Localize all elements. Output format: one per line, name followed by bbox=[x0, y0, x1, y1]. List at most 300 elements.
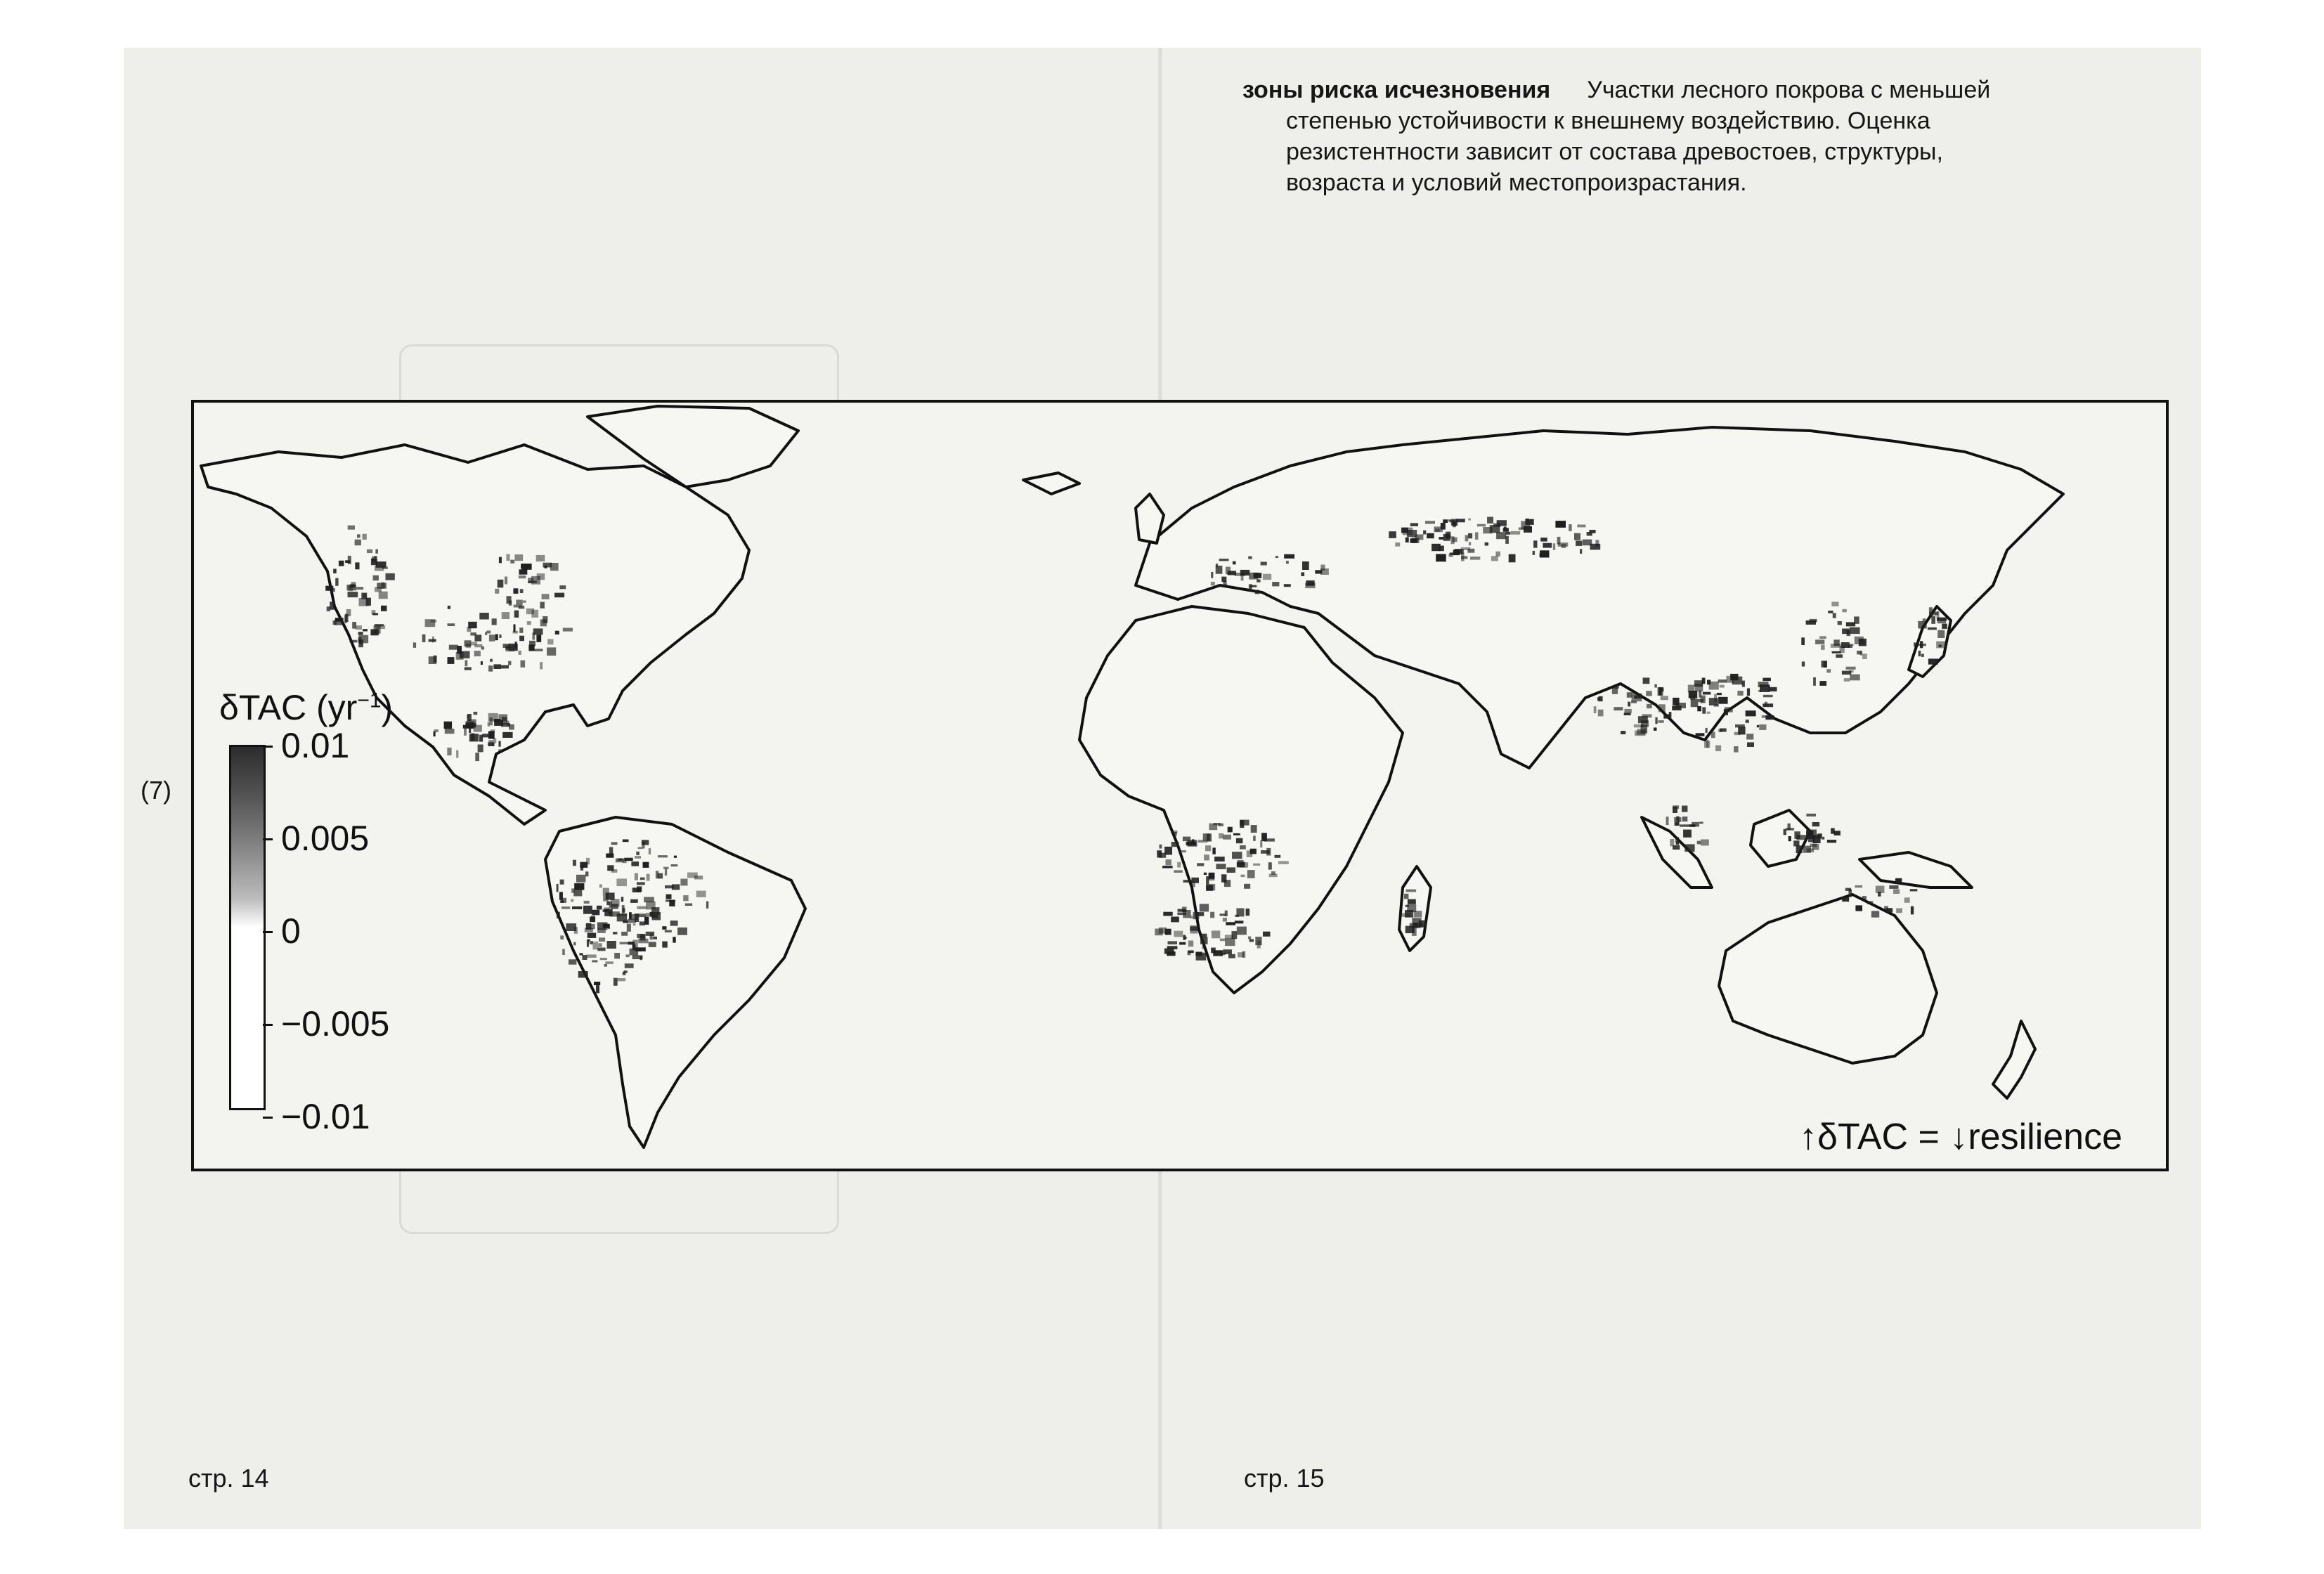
hotspot-mark bbox=[1496, 532, 1506, 539]
hotspot-mark bbox=[1848, 890, 1852, 897]
hotspot-mark bbox=[637, 949, 642, 951]
hotspot-mark bbox=[1504, 527, 1507, 530]
hotspot-mark bbox=[1621, 731, 1625, 734]
hotspot-mark bbox=[1228, 954, 1235, 958]
hotspot-mark bbox=[1846, 667, 1856, 670]
hotspot-mark bbox=[1475, 532, 1479, 540]
hotspot-mark bbox=[623, 921, 628, 923]
hotspot-mark bbox=[1732, 677, 1743, 685]
hotspot-mark bbox=[1598, 710, 1604, 717]
hotspot-mark bbox=[550, 563, 559, 571]
hotspot-mark bbox=[1202, 946, 1206, 949]
hotspot-mark bbox=[1828, 611, 1833, 613]
hotspot-mark bbox=[1216, 864, 1226, 869]
hotspot-mark bbox=[606, 902, 610, 906]
hotspot-mark bbox=[1720, 685, 1725, 688]
hotspot-mark bbox=[576, 875, 585, 883]
hotspot-mark bbox=[348, 556, 351, 564]
hotspot-mark bbox=[583, 906, 592, 914]
hotspot-mark bbox=[523, 601, 526, 603]
hotspot-mark bbox=[1216, 564, 1218, 567]
hotspot-mark bbox=[1261, 562, 1267, 566]
hotspot-mark bbox=[622, 905, 625, 913]
hotspot-mark bbox=[1220, 913, 1226, 916]
hotspot-mark bbox=[1223, 835, 1231, 840]
hotspot-mark bbox=[1183, 880, 1193, 883]
hotspot-mark bbox=[594, 982, 600, 985]
hotspot-mark bbox=[1197, 863, 1204, 866]
hotspot-mark bbox=[528, 578, 533, 583]
hotspot-mark bbox=[1443, 519, 1448, 523]
hotspot-mark bbox=[1284, 584, 1291, 587]
hotspot-mark bbox=[540, 602, 545, 609]
hotspot-mark bbox=[474, 635, 481, 641]
hotspot-mark bbox=[1410, 523, 1418, 526]
hotspot-mark bbox=[1505, 536, 1509, 544]
hotspot-mark bbox=[1423, 531, 1426, 535]
hotspot-mark bbox=[540, 619, 547, 626]
hotspot-mark bbox=[1237, 927, 1247, 935]
hotspot-mark bbox=[587, 939, 589, 947]
hotspot-mark bbox=[448, 606, 450, 609]
hotspot-mark bbox=[339, 561, 344, 566]
hotspot-mark bbox=[1286, 561, 1289, 564]
hotspot-mark bbox=[447, 748, 451, 755]
hotspot-mark bbox=[1675, 822, 1680, 826]
hotspot-mark bbox=[573, 860, 576, 866]
hotspot-mark bbox=[456, 750, 458, 758]
hotspot-mark bbox=[1812, 835, 1817, 838]
definition-term: зоны риска исчезновения bbox=[1242, 77, 1551, 103]
hotspot-mark bbox=[1190, 916, 1193, 918]
hotspot-mark bbox=[348, 526, 355, 530]
hotspot-mark bbox=[1746, 720, 1749, 723]
africa-outline bbox=[1079, 606, 1403, 993]
hotspot-mark bbox=[618, 913, 628, 916]
hotspot-mark bbox=[649, 942, 656, 947]
hotspot-mark bbox=[1654, 727, 1657, 731]
hotspot-mark bbox=[1836, 654, 1843, 658]
hotspot-mark bbox=[471, 733, 474, 741]
hotspot-mark bbox=[1223, 918, 1227, 922]
hotspot-mark bbox=[1236, 838, 1243, 844]
hotspot-mark bbox=[1240, 845, 1246, 850]
hotspot-mark bbox=[1911, 906, 1914, 915]
hotspot-mark bbox=[1261, 833, 1267, 841]
hotspot-mark bbox=[580, 866, 583, 871]
hotspot-mark bbox=[1225, 935, 1233, 938]
hotspot-mark bbox=[1155, 929, 1162, 936]
hotspot-mark bbox=[1519, 528, 1526, 531]
hotspot-mark bbox=[1275, 556, 1278, 558]
hotspot-mark bbox=[1612, 687, 1618, 694]
hotspot-mark bbox=[1246, 909, 1250, 916]
hotspot-mark bbox=[1769, 687, 1777, 691]
hotspot-mark bbox=[1228, 827, 1233, 833]
hotspot-mark bbox=[1253, 864, 1260, 866]
hotspot-mark bbox=[1842, 897, 1849, 902]
hotspot-mark bbox=[1759, 724, 1766, 730]
hotspot-mark bbox=[1306, 580, 1314, 586]
hotspot-mark bbox=[625, 963, 634, 968]
hotspot-mark bbox=[1533, 551, 1536, 555]
hotspot-mark bbox=[1174, 931, 1183, 937]
hotspot-mark bbox=[1628, 702, 1630, 707]
hotspot-mark bbox=[563, 628, 573, 632]
definition-line-2: степенью устойчивости к внешнему воздействию. Оценка bbox=[1286, 108, 1930, 134]
hotspot-mark bbox=[611, 904, 618, 909]
hotspot-mark bbox=[1734, 732, 1741, 736]
hotspot-mark bbox=[1469, 542, 1471, 545]
hotspot-mark bbox=[1682, 817, 1688, 821]
page-number-left: стр. 14 bbox=[188, 1464, 269, 1492]
hotspot-mark bbox=[514, 554, 523, 561]
hotspot-mark bbox=[1163, 912, 1172, 916]
hotspot-mark bbox=[1240, 820, 1249, 826]
hotspot-mark bbox=[644, 917, 649, 925]
hotspot-mark bbox=[1826, 669, 1831, 672]
hotspot-mark bbox=[636, 852, 640, 855]
hotspot-mark bbox=[1253, 835, 1256, 841]
hotspot-mark bbox=[1233, 833, 1240, 835]
iceland-outline bbox=[1023, 473, 1079, 494]
hotspot-mark bbox=[578, 971, 588, 978]
hotspot-mark bbox=[375, 566, 384, 571]
hotspot-mark bbox=[501, 665, 509, 669]
hotspot-mark bbox=[596, 985, 599, 994]
hotspot-mark bbox=[434, 731, 436, 736]
hotspot-mark bbox=[665, 869, 667, 876]
hotspot-mark bbox=[1691, 699, 1699, 708]
hotspot-mark bbox=[671, 864, 678, 866]
hotspot-mark bbox=[1654, 684, 1656, 688]
hotspot-mark bbox=[372, 610, 376, 615]
hotspot-mark bbox=[363, 534, 367, 540]
hotspot-mark bbox=[561, 906, 570, 909]
hotspot-mark bbox=[1255, 590, 1259, 594]
hotspot-mark bbox=[1250, 849, 1257, 854]
hotspot-mark bbox=[499, 557, 502, 564]
hotspot-mark bbox=[1487, 517, 1493, 524]
hotspot-mark bbox=[1209, 873, 1215, 879]
hotspot-mark bbox=[1762, 715, 1771, 718]
resilience-annotation: ↑δTAC = ↓resilience bbox=[1799, 1117, 2123, 1157]
hotspot-mark bbox=[624, 858, 632, 861]
hotspot-mark bbox=[1796, 835, 1806, 840]
hotspot-mark bbox=[1642, 714, 1652, 717]
hotspot-mark bbox=[1219, 559, 1229, 561]
hotspot-mark bbox=[1237, 862, 1245, 868]
hotspot-mark bbox=[571, 899, 573, 902]
hotspot-mark bbox=[640, 921, 645, 925]
hotspot-mark bbox=[628, 919, 636, 923]
hotspot-mark bbox=[1173, 832, 1177, 836]
hotspot-mark bbox=[643, 862, 649, 868]
hotspot-mark bbox=[1937, 618, 1947, 621]
hotspot-mark bbox=[1641, 725, 1648, 734]
hotspot-mark bbox=[1746, 710, 1756, 716]
hotspot-mark bbox=[1789, 836, 1791, 841]
hotspot-mark bbox=[665, 885, 674, 888]
hotspot-mark bbox=[519, 575, 526, 578]
hotspot-mark bbox=[584, 901, 590, 904]
hotspot-mark bbox=[1871, 911, 1879, 917]
hotspot-mark bbox=[1206, 885, 1213, 890]
hotspot-mark bbox=[449, 645, 458, 650]
hotspot-mark bbox=[1824, 661, 1827, 668]
hotspot-mark bbox=[356, 587, 364, 590]
hotspot-mark bbox=[1221, 874, 1226, 883]
hotspot-mark bbox=[1673, 807, 1677, 813]
hotspot-mark bbox=[559, 892, 563, 899]
hotspot-mark bbox=[1211, 582, 1215, 586]
hotspot-mark bbox=[475, 753, 479, 761]
hotspot-mark bbox=[1495, 552, 1500, 557]
hotspot-mark bbox=[519, 651, 521, 655]
hotspot-mark bbox=[1448, 519, 1451, 521]
hotspot-mark bbox=[508, 661, 511, 665]
hotspot-mark bbox=[1452, 538, 1457, 542]
hotspot-mark bbox=[625, 954, 629, 957]
hotspot-mark bbox=[1673, 698, 1680, 705]
hotspot-mark bbox=[1796, 845, 1803, 853]
hotspot-mark bbox=[1192, 883, 1195, 887]
hotspot-mark bbox=[557, 912, 560, 918]
hotspot-mark bbox=[1278, 861, 1289, 864]
hotspot-mark bbox=[499, 741, 501, 747]
hotspot-mark bbox=[1689, 824, 1696, 827]
hotspot-mark bbox=[1658, 687, 1663, 696]
hotspot-mark bbox=[649, 848, 651, 854]
uk-outline bbox=[1136, 494, 1164, 543]
hotspot-mark bbox=[590, 924, 595, 929]
hotspot-mark bbox=[489, 635, 495, 642]
hotspot-mark bbox=[547, 639, 553, 644]
hotspot-mark bbox=[677, 928, 687, 935]
hotspot-mark bbox=[1162, 866, 1173, 868]
hotspot-mark bbox=[465, 667, 472, 670]
hotspot-mark bbox=[623, 840, 629, 843]
hotspot-mark bbox=[1456, 519, 1465, 522]
hotspot-mark bbox=[507, 596, 512, 604]
hotspot-mark bbox=[631, 861, 639, 866]
hotspot-mark bbox=[620, 942, 629, 944]
hotspot-mark bbox=[1510, 531, 1520, 535]
hotspot-mark bbox=[534, 649, 543, 651]
hotspot-mark bbox=[1895, 878, 1902, 884]
hotspot-mark bbox=[1543, 543, 1552, 548]
hotspot-mark bbox=[488, 665, 493, 672]
hotspot-mark bbox=[465, 640, 472, 646]
hotspot-mark bbox=[521, 661, 526, 668]
hotspot-mark bbox=[366, 598, 372, 606]
hotspot-mark bbox=[1896, 909, 1902, 913]
hotspot-mark bbox=[1942, 624, 1947, 629]
hotspot-mark bbox=[488, 731, 495, 739]
hotspot-mark bbox=[1718, 679, 1727, 683]
hotspot-mark bbox=[527, 621, 531, 625]
hotspot-mark bbox=[665, 930, 672, 932]
hotspot-mark bbox=[1413, 923, 1421, 928]
hotspot-mark bbox=[592, 960, 597, 962]
hotspot-mark bbox=[352, 622, 356, 629]
hotspot-mark bbox=[1166, 859, 1171, 865]
definition-block bbox=[1242, 74, 2156, 198]
hotspot-mark bbox=[479, 735, 483, 742]
hotspot-mark bbox=[509, 724, 514, 730]
hotspot-mark bbox=[1190, 927, 1198, 931]
hotspot-mark bbox=[637, 886, 642, 892]
hotspot-mark bbox=[1177, 913, 1186, 916]
hotspot-mark bbox=[1655, 717, 1657, 724]
hotspot-mark bbox=[1232, 852, 1242, 859]
hotspot-mark bbox=[1233, 561, 1236, 565]
hotspot-mark bbox=[1178, 909, 1186, 912]
hotspot-mark bbox=[1694, 680, 1703, 687]
hotspot-mark bbox=[1658, 704, 1666, 712]
hotspot-mark bbox=[1212, 930, 1220, 938]
hotspot-mark bbox=[646, 913, 651, 916]
hotspot-mark bbox=[1706, 728, 1708, 733]
hotspot-mark bbox=[1935, 612, 1939, 616]
hotspot-mark bbox=[1160, 845, 1162, 849]
world-map-frame bbox=[191, 400, 2169, 1171]
hotspot-mark bbox=[1446, 532, 1451, 538]
hotspot-mark bbox=[1854, 616, 1859, 623]
hotspot-mark bbox=[505, 577, 507, 585]
hotspot-mark bbox=[1235, 573, 1245, 576]
hotspot-mark bbox=[1177, 862, 1181, 868]
hotspot-mark bbox=[599, 885, 602, 888]
hotspot-mark bbox=[1569, 524, 1571, 531]
hotspot-mark bbox=[445, 729, 455, 734]
hotspot-mark bbox=[673, 937, 675, 942]
hotspot-mark bbox=[1806, 620, 1816, 625]
hotspot-mark bbox=[1412, 918, 1421, 923]
hotspot-mark bbox=[597, 906, 602, 910]
hotspot-mark bbox=[1451, 523, 1457, 525]
hotspot-mark bbox=[1553, 543, 1555, 550]
hotspot-mark bbox=[1827, 840, 1836, 843]
hotspot-mark bbox=[363, 594, 366, 598]
hotspot-mark bbox=[1747, 689, 1750, 696]
hotspot-mark bbox=[1707, 712, 1710, 714]
hotspot-mark bbox=[502, 732, 512, 738]
hotspot-mark bbox=[1465, 535, 1469, 541]
hotspot-mark bbox=[1842, 609, 1846, 613]
hotspot-mark bbox=[330, 601, 335, 609]
hotspot-mark bbox=[464, 728, 467, 735]
hotspot-mark bbox=[1647, 704, 1652, 708]
hotspot-mark bbox=[1806, 831, 1813, 839]
hotspot-mark bbox=[1918, 621, 1926, 629]
hotspot-mark bbox=[613, 932, 618, 935]
hotspot-mark bbox=[609, 847, 613, 856]
hotspot-mark bbox=[633, 923, 636, 925]
hotspot-mark bbox=[1477, 524, 1486, 527]
hotspot-mark bbox=[519, 636, 524, 642]
hotspot-mark bbox=[566, 923, 576, 931]
hotspot-mark bbox=[448, 623, 455, 626]
colorbar-tick-min: −0.01 bbox=[281, 1097, 370, 1136]
hotspot-mark bbox=[1485, 542, 1488, 546]
hotspot-mark bbox=[382, 583, 385, 589]
hotspot-mark bbox=[593, 942, 599, 949]
hotspot-mark bbox=[379, 592, 388, 599]
hotspot-mark bbox=[662, 926, 666, 930]
hotspot-mark bbox=[448, 657, 455, 664]
hotspot-mark bbox=[597, 928, 606, 933]
hotspot-mark bbox=[1832, 651, 1841, 653]
hotspot-mark bbox=[467, 715, 469, 719]
hotspot-mark bbox=[638, 847, 642, 849]
hotspot-mark bbox=[1831, 601, 1838, 606]
hotspot-mark bbox=[1266, 848, 1271, 856]
hotspot-mark bbox=[485, 632, 487, 635]
hotspot-mark bbox=[1703, 692, 1711, 695]
hotspot-mark bbox=[1406, 538, 1409, 542]
hotspot-mark bbox=[1470, 557, 1480, 560]
hotspot-mark bbox=[516, 600, 523, 605]
hotspot-mark bbox=[506, 645, 515, 651]
hotspot-mark bbox=[647, 874, 650, 881]
hotspot-mark bbox=[1936, 642, 1945, 649]
hotspot-mark bbox=[1248, 937, 1251, 939]
hotspot-mark bbox=[1680, 824, 1689, 826]
hotspot-mark bbox=[1192, 839, 1195, 842]
hotspot-mark bbox=[1427, 533, 1434, 538]
hotspot-mark bbox=[1436, 554, 1446, 561]
hotspot-mark bbox=[367, 549, 372, 553]
hotspot-mark bbox=[658, 855, 668, 857]
hotspot-mark bbox=[1179, 942, 1186, 945]
hotspot-mark bbox=[1643, 677, 1650, 684]
hotspot-mark bbox=[542, 594, 550, 599]
hotspot-mark bbox=[478, 745, 483, 753]
hotspot-mark bbox=[666, 895, 672, 899]
hotspot-mark bbox=[1577, 525, 1585, 528]
hotspot-mark bbox=[1819, 636, 1826, 639]
hotspot-mark bbox=[1595, 540, 1599, 546]
hotspot-mark bbox=[1763, 678, 1771, 682]
hotspot-mark bbox=[1204, 854, 1209, 860]
hotspot-mark bbox=[1597, 697, 1601, 701]
hotspot-mark bbox=[1850, 627, 1860, 635]
hotspot-mark bbox=[1806, 814, 1816, 817]
hotspot-mark bbox=[1793, 840, 1799, 846]
hotspot-mark bbox=[1683, 830, 1692, 838]
hotspot-mark bbox=[560, 880, 564, 885]
hotspot-mark bbox=[1718, 697, 1728, 704]
hotspot-mark bbox=[1533, 540, 1537, 547]
hotspot-mark bbox=[1589, 530, 1595, 533]
hotspot-mark bbox=[1432, 544, 1441, 551]
hotspot-mark bbox=[1714, 694, 1717, 703]
hotspot-mark bbox=[1760, 684, 1770, 692]
hotspot-mark bbox=[1808, 838, 1815, 842]
hotspot-mark bbox=[1697, 706, 1701, 711]
hotspot-mark bbox=[474, 725, 482, 732]
hotspot-mark bbox=[1847, 630, 1851, 636]
hotspot-mark bbox=[637, 906, 647, 909]
hotspot-mark bbox=[481, 646, 484, 650]
hotspot-mark bbox=[1211, 572, 1213, 578]
hotspot-mark bbox=[1506, 532, 1511, 535]
hotspot-mark bbox=[1666, 817, 1669, 825]
hotspot-mark bbox=[335, 578, 338, 586]
hotspot-mark bbox=[1684, 844, 1694, 852]
hotspot-mark bbox=[1225, 938, 1235, 946]
